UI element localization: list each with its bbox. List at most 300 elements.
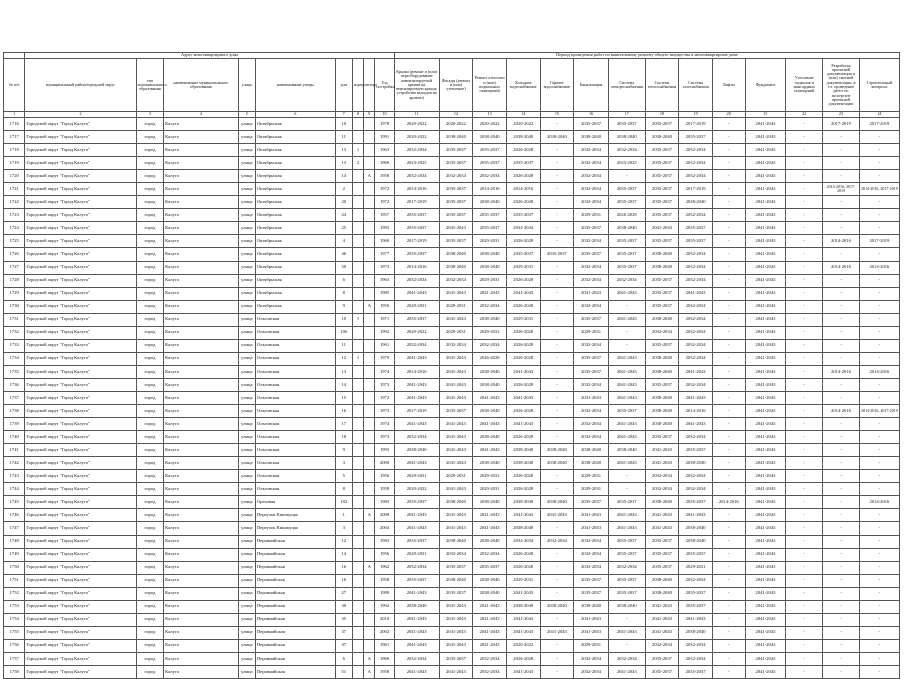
- table-cell: 1957: [375, 209, 394, 222]
- column-number: 6: [255, 112, 335, 118]
- table-cell: 2020-2022: [473, 118, 507, 131]
- table-cell: 2035-2037: [473, 209, 507, 222]
- table-cell: [352, 470, 363, 483]
- table-cell: город: [136, 405, 164, 418]
- table-cell: [352, 665, 363, 678]
- table-cell: Калуга: [164, 470, 238, 483]
- table-cell: [352, 587, 363, 600]
- table-cell: [364, 339, 375, 352]
- table-cell: 2035-2037: [645, 339, 679, 352]
- table-cell: 2035-2037: [608, 261, 645, 274]
- table-cell: -: [540, 418, 574, 431]
- table-cell: 2041-2043: [506, 391, 540, 404]
- column-header: Канализация: [574, 59, 609, 112]
- table-cell: -: [786, 118, 823, 131]
- table-cell: 2032-2034: [574, 144, 609, 157]
- table-cell: 2035-2037: [439, 196, 473, 209]
- table-cell: Перовнийская: [255, 600, 335, 613]
- table-cell: А: [364, 561, 375, 574]
- table-cell: -: [859, 300, 899, 313]
- table-cell: город: [136, 326, 164, 339]
- table-cell: -: [712, 431, 745, 444]
- table-cell: 2041-2043: [608, 457, 645, 470]
- table-cell: Перовнийская: [255, 652, 335, 665]
- table-cell: -: [540, 300, 574, 313]
- table-cell: 2041-2043: [745, 639, 786, 652]
- table-cell: [352, 287, 363, 300]
- table-cell: 2026-2028: [506, 326, 540, 339]
- table-cell: 2041-2043: [394, 626, 439, 639]
- table-cell: -: [786, 157, 823, 170]
- table-cell: 1985: [375, 287, 394, 300]
- table-cell: 1950: [375, 300, 394, 313]
- table-cell: [352, 457, 363, 470]
- table-cell: 2035-2037: [608, 248, 645, 261]
- table-cell: [364, 326, 375, 339]
- table-cell: Городской округ "Город Калуга": [25, 274, 136, 287]
- table-cell: -: [608, 326, 645, 339]
- table-cell: 2041-2043: [473, 418, 507, 431]
- table-cell: [352, 222, 363, 235]
- column-number: 23: [823, 112, 860, 118]
- table-cell: [364, 418, 375, 431]
- table-cell: 2038-2040: [608, 131, 645, 144]
- table-cell: -: [786, 196, 823, 209]
- table-cell: -: [608, 170, 645, 183]
- table-cell: 2041-2043: [745, 561, 786, 574]
- table-cell: 2035-2037: [473, 157, 507, 170]
- table-cell: 2029-2031: [473, 470, 507, 483]
- table-cell: 2041-2043: [439, 457, 473, 470]
- table-cell: 2041-2043: [679, 509, 713, 522]
- table-cell: 1734: [4, 352, 25, 365]
- table-cell: 2041-2043: [439, 287, 473, 300]
- table-cell: Октябрьская: [255, 222, 335, 235]
- table-cell: 2038-2040: [506, 457, 540, 470]
- table-cell: 2029-2031: [574, 483, 609, 496]
- table-cell: -: [859, 418, 899, 431]
- table-cell: 2035-2037: [574, 352, 609, 365]
- table-cell: улица: [238, 587, 255, 600]
- column-header: Горячее водоснабжение: [540, 59, 574, 112]
- column-number: 21: [745, 112, 786, 118]
- table-cell: улица: [238, 418, 255, 431]
- table-cell: 2020-2022: [394, 483, 439, 496]
- table-cell: -: [823, 626, 860, 639]
- table-cell: 2035-2037: [645, 300, 679, 313]
- table-cell: 2035-2037: [574, 365, 609, 378]
- table-cell: 2014-2016, 2017-2019: [859, 405, 899, 418]
- table-row: [4, 274, 900, 287]
- table-cell: 13: [335, 365, 352, 378]
- table-cell: -: [859, 444, 899, 457]
- table-cell: 2038-2040: [679, 196, 713, 209]
- table-row: [4, 170, 900, 183]
- table-cell: Перовнийская: [255, 626, 335, 639]
- table-cell: улица: [238, 378, 255, 391]
- table-cell: 2032-2034: [679, 339, 713, 352]
- table-cell: Городской округ "Город Калуга": [25, 600, 136, 613]
- table-cell: [352, 444, 363, 457]
- table-cell: -: [540, 483, 574, 496]
- table-cell: -: [540, 157, 574, 170]
- table-cell: 2041-2043: [745, 300, 786, 313]
- table-cell: 2041-2043: [506, 613, 540, 626]
- table-cell: 2014-2016: [859, 365, 899, 378]
- table-cell: 1749: [4, 548, 25, 561]
- table-cell: 8: [335, 287, 352, 300]
- table-cell: -: [608, 639, 645, 652]
- table-cell: улица: [238, 209, 255, 222]
- table-cell: 2041-2043: [745, 496, 786, 509]
- table-cell: -: [540, 613, 574, 626]
- table-cell: Ольговская: [255, 339, 335, 352]
- table-cell: -: [859, 535, 899, 548]
- table-cell: 2014-2016: [712, 496, 745, 509]
- table-cell: 2032-2034: [394, 339, 439, 352]
- table-cell: Городской округ "Город Калуга": [25, 626, 136, 639]
- table-cell: 1: [335, 509, 352, 522]
- table-cell: 2038-2040: [506, 131, 540, 144]
- table-cell: 1993: [375, 444, 394, 457]
- table-cell: 2035-2037: [439, 587, 473, 600]
- table-cell: Калуга: [164, 248, 238, 261]
- table-row: [4, 496, 900, 509]
- table-cell: 1754: [4, 613, 25, 626]
- table-cell: 2038-2040: [439, 496, 473, 509]
- table-cell: 1730: [4, 300, 25, 313]
- table-cell: -: [786, 287, 823, 300]
- table-cell: [364, 626, 375, 639]
- table-cell: [352, 405, 363, 418]
- table-cell: 2041-2043: [608, 665, 645, 678]
- table-cell: 2035-2037: [608, 535, 645, 548]
- table-cell: город: [136, 274, 164, 287]
- table-cell: [364, 457, 375, 470]
- table-cell: улица: [238, 431, 255, 444]
- table-cell: [352, 626, 363, 639]
- table-cell: 2026-2028: [506, 378, 540, 391]
- table-cell: улица: [238, 509, 255, 522]
- table-cell: 1974: [375, 418, 394, 431]
- table-cell: 2035-2037: [645, 665, 679, 678]
- table-cell: 1721: [4, 183, 25, 196]
- table-cell: 1958: [375, 665, 394, 678]
- table-cell: 2041-2043: [745, 522, 786, 535]
- table-cell: Переулок Кинокуцко: [255, 522, 335, 535]
- table-cell: 2023-2025: [394, 157, 439, 170]
- table-cell: 2041-2043: [394, 378, 439, 391]
- table-cell: Городской округ "Город Калуга": [25, 157, 136, 170]
- table-cell: 2032-2034: [473, 300, 507, 313]
- column-number: 3: [136, 112, 164, 118]
- table-cell: город: [136, 522, 164, 535]
- table-cell: -: [823, 457, 860, 470]
- table-cell: -: [786, 378, 823, 391]
- table-cell: -: [540, 261, 574, 274]
- table-cell: 47: [335, 639, 352, 652]
- table-cell: [364, 183, 375, 196]
- table-row: [4, 131, 900, 144]
- table-cell: 2041-2043: [745, 470, 786, 483]
- table-cell: 2038-2040: [473, 261, 507, 274]
- table-row: [4, 457, 900, 470]
- table-cell: -: [859, 248, 899, 261]
- table-row: [4, 365, 900, 378]
- column-number: 10: [375, 112, 394, 118]
- table-cell: 2035-2037: [679, 665, 713, 678]
- table-cell: 2041-2043: [473, 600, 507, 613]
- table-cell: Городской округ "Город Калуга": [25, 587, 136, 600]
- table-cell: 1960: [375, 157, 394, 170]
- table-cell: 1746: [4, 509, 25, 522]
- table-cell: 2041-2043: [745, 352, 786, 365]
- table-cell: 2014-2016: [473, 183, 507, 196]
- table-cell: 2026-2028: [506, 352, 540, 365]
- table-cell: Перовнийская: [255, 574, 335, 587]
- table-cell: город: [136, 561, 164, 574]
- table-cell: [364, 639, 375, 652]
- table-cell: 2038-2040: [645, 391, 679, 404]
- table-row: [4, 144, 900, 157]
- table-cell: 2032-2034: [574, 300, 609, 313]
- table-cell: 2041-2043: [745, 287, 786, 300]
- table-cell: [352, 365, 363, 378]
- table-cell: -: [608, 483, 645, 496]
- table-row: [4, 665, 900, 678]
- table-cell: -: [712, 313, 745, 326]
- table-cell: [352, 209, 363, 222]
- table-cell: 2038-2040: [439, 574, 473, 587]
- table-cell: улица: [238, 548, 255, 561]
- table-cell: -: [540, 548, 574, 561]
- table-cell: -: [823, 483, 860, 496]
- table-cell: [352, 235, 363, 248]
- table-cell: Городской округ "Город Калуга": [25, 522, 136, 535]
- table-cell: 2035-2037: [394, 248, 439, 261]
- table-cell: Калуга: [164, 222, 238, 235]
- table-cell: -: [823, 587, 860, 600]
- table-cell: 2041-2043: [574, 522, 609, 535]
- table-cell: -: [540, 196, 574, 209]
- table-cell: -: [786, 600, 823, 613]
- table-cell: город: [136, 600, 164, 613]
- table-cell: Калуга: [164, 352, 238, 365]
- table-cell: [364, 444, 375, 457]
- table-cell: -: [823, 574, 860, 587]
- table-cell: 17: [335, 418, 352, 431]
- table-cell: 2020-2022: [394, 131, 439, 144]
- table-cell: 2041-2043: [473, 444, 507, 457]
- table-cell: 1757: [4, 652, 25, 665]
- table-cell: улица: [238, 665, 255, 678]
- table-cell: 2023-2025: [608, 157, 645, 170]
- table-cell: Калуга: [164, 431, 238, 444]
- table-cell: -: [786, 209, 823, 222]
- table-cell: 2029-2031: [394, 548, 439, 561]
- table-row: [4, 522, 900, 535]
- table-cell: 2029-2031: [506, 261, 540, 274]
- table-cell: 10: [335, 313, 352, 326]
- table-cell: -: [859, 144, 899, 157]
- table-cell: -: [823, 248, 860, 261]
- table-cell: 2029-2031: [439, 300, 473, 313]
- table-cell: 1: [352, 144, 363, 157]
- table-cell: 2038-2040: [439, 535, 473, 548]
- table-cell: 2038-2040: [473, 405, 507, 418]
- table-cell: 2041-2043: [745, 170, 786, 183]
- table-cell: -: [712, 600, 745, 613]
- table-cell: 1973: [375, 261, 394, 274]
- table-cell: -: [786, 665, 823, 678]
- table-cell: 30: [335, 600, 352, 613]
- table-cell: -: [786, 574, 823, 587]
- table-cell: 2041-2043: [745, 313, 786, 326]
- table-cell: 2032-2034: [679, 652, 713, 665]
- table-row: [4, 339, 900, 352]
- table-cell: улица: [238, 118, 255, 131]
- table-cell: Калуга: [164, 326, 238, 339]
- table-cell: 2032-2034: [574, 196, 609, 209]
- table-cell: [364, 248, 375, 261]
- column-header: тип муниципального образования: [136, 59, 164, 112]
- table-cell: 18: [335, 431, 352, 444]
- table-cell: -: [786, 300, 823, 313]
- table-cell: 15: [335, 391, 352, 404]
- table-cell: 2017-2019: [859, 235, 899, 248]
- table-cell: [352, 170, 363, 183]
- table-cell: 1753: [4, 600, 25, 613]
- table-cell: [352, 652, 363, 665]
- table-cell: 2041-2043: [745, 405, 786, 418]
- table-cell: 6: [335, 274, 352, 287]
- column-number: 9: [364, 112, 375, 118]
- table-cell: -: [823, 600, 860, 613]
- table-cell: 2035-2037: [394, 222, 439, 235]
- table-cell: 2032-2034: [679, 144, 713, 157]
- table-cell: 1716: [4, 118, 25, 131]
- table-cell: Городской округ "Город Калуга": [25, 131, 136, 144]
- table-cell: -: [786, 418, 823, 431]
- table-cell: Калуга: [164, 535, 238, 548]
- table-cell: -: [823, 496, 860, 509]
- table-cell: 2038-2040: [574, 600, 609, 613]
- table-cell: -: [823, 470, 860, 483]
- column-header: Год постройки: [375, 59, 394, 112]
- table-cell: Городской округ "Город Калуга": [25, 209, 136, 222]
- table-cell: 2026-2028: [473, 352, 507, 365]
- table-cell: -: [540, 522, 574, 535]
- table-cell: -: [823, 509, 860, 522]
- works-period-group-header: Период проведения работ по капитальному ремонту общего имущества в многоквартирном доме: [394, 53, 899, 59]
- table-cell: город: [136, 118, 164, 131]
- table-cell: Калуга: [164, 287, 238, 300]
- table-cell: А: [364, 652, 375, 665]
- table-cell: -: [712, 639, 745, 652]
- column-header: Фундамент: [745, 59, 786, 112]
- table-row: [4, 118, 900, 131]
- table-cell: 1755: [4, 626, 25, 639]
- table-cell: [352, 196, 363, 209]
- table-cell: 2026-2028: [506, 274, 540, 287]
- table-cell: 2032-2034: [645, 639, 679, 652]
- table-cell: 2032-2034: [439, 339, 473, 352]
- table-cell: 2035-2037: [439, 209, 473, 222]
- table-cell: 2032-2034: [574, 261, 609, 274]
- table-cell: А: [364, 665, 375, 678]
- table-cell: 2026-2028: [506, 431, 540, 444]
- table-cell: 10б: [335, 326, 352, 339]
- table-cell: город: [136, 509, 164, 522]
- table-cell: 1978: [375, 118, 394, 131]
- table-cell: -: [786, 626, 823, 639]
- table-cell: 2038-2040: [679, 522, 713, 535]
- column-header-row: [4, 59, 900, 112]
- table-cell: 2041-2043: [745, 665, 786, 678]
- table-cell: [364, 131, 375, 144]
- table-cell: Ольговская: [255, 418, 335, 431]
- table-cell: -: [859, 522, 899, 535]
- table-cell: 2035-2037: [645, 274, 679, 287]
- table-cell: 2032-2034: [394, 652, 439, 665]
- table-cell: 1717: [4, 131, 25, 144]
- table-cell: 2032-2034: [439, 170, 473, 183]
- table-cell: улица: [238, 365, 255, 378]
- table-cell: -: [540, 313, 574, 326]
- table-cell: 2014-2016, 2017-2019: [823, 183, 860, 196]
- table-cell: -: [859, 131, 899, 144]
- table-cell: [364, 352, 375, 365]
- column-number: 13: [473, 112, 507, 118]
- table-row: [4, 470, 900, 483]
- table-cell: -: [712, 131, 745, 144]
- table-cell: 1979: [375, 352, 394, 365]
- table-cell: 2026-2028: [506, 300, 540, 313]
- table-cell: -: [859, 470, 899, 483]
- table-cell: 2041-2043: [745, 248, 786, 261]
- table-row: [4, 235, 900, 248]
- table-cell: 2041-2043: [439, 378, 473, 391]
- table-cell: [364, 144, 375, 157]
- table-cell: Октябрьская: [255, 261, 335, 274]
- table-cell: 2032-2034: [608, 274, 645, 287]
- table-cell: Городской округ "Город Калуга": [25, 509, 136, 522]
- column-header: Фасады (ремонт и (или) утепление): [439, 59, 473, 112]
- table-cell: [364, 535, 375, 548]
- table-cell: -: [823, 444, 860, 457]
- table-cell: 2041-2043: [645, 522, 679, 535]
- table-cell: -: [786, 326, 823, 339]
- table-cell: 2038-2040: [439, 248, 473, 261]
- table-cell: [352, 522, 363, 535]
- table-row: [4, 183, 900, 196]
- table-cell: 2035-2037: [645, 183, 679, 196]
- table-cell: [352, 339, 363, 352]
- table-cell: улица: [238, 652, 255, 665]
- table-cell: 2008: [375, 509, 394, 522]
- table-cell: 2035-2037: [394, 209, 439, 222]
- table-cell: -: [712, 248, 745, 261]
- table-cell: [352, 483, 363, 496]
- table-cell: 2038-2040: [540, 496, 574, 509]
- table-cell: 1758: [4, 665, 25, 678]
- column-header: № п/п: [4, 59, 25, 112]
- table-cell: 2035-2037: [608, 405, 645, 418]
- table-cell: 2029-2031: [394, 300, 439, 313]
- table-cell: Городской округ "Город Калуга": [25, 665, 136, 678]
- table-cell: [364, 496, 375, 509]
- column-number: 14: [506, 112, 540, 118]
